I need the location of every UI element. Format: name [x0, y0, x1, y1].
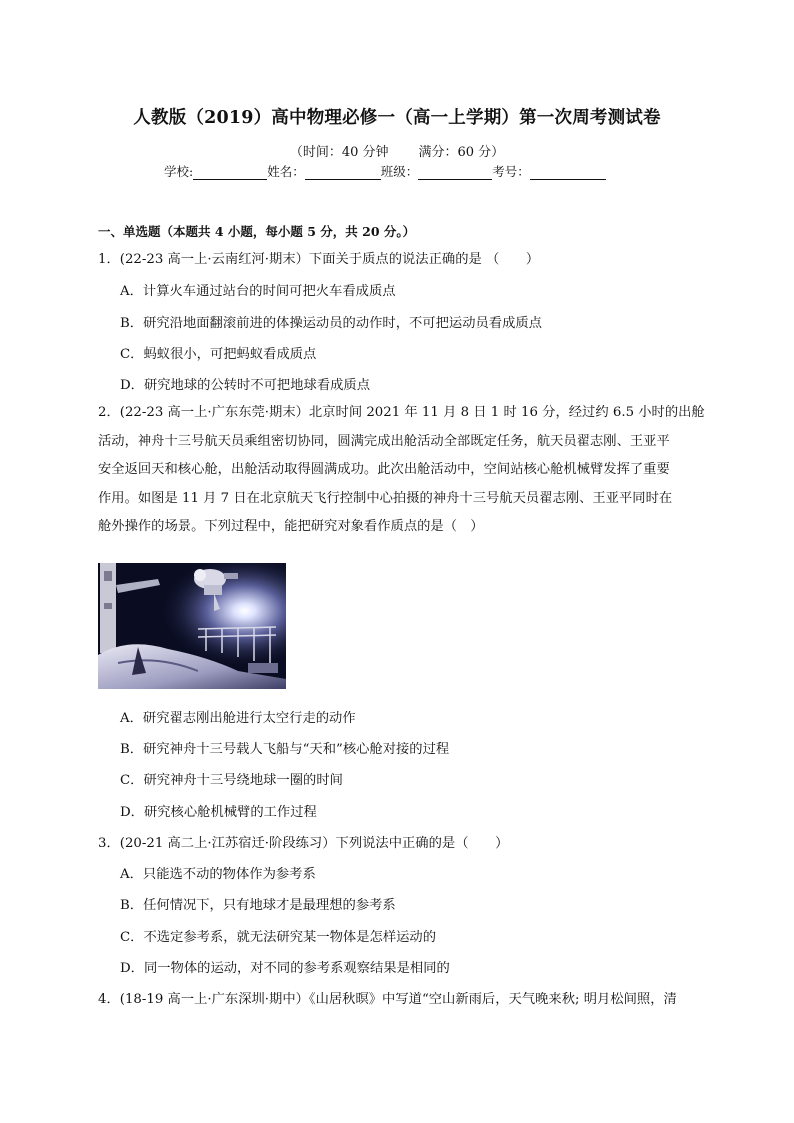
question-2-option-a: A．研究翟志刚出舱进行太空行走的动作	[120, 711, 356, 726]
question-3-option-a: A．只能选不动的物体作为参考系	[120, 867, 316, 882]
question-1-option-b: B．研究沿地面翻滚前进的体操运动员的动作时，不可把运动员看成质点	[120, 316, 542, 331]
question-1-option-c: C．蚂蚁很小，可把蚂蚁看成质点	[120, 347, 317, 362]
exam-title: 人教版（2019）高中物理必修一（高一上学期）第一次周考测试卷	[133, 108, 661, 128]
exam-time: （时间：40 分钟	[289, 145, 389, 160]
school-label: 学校:	[164, 164, 194, 179]
number-label: 考号：	[492, 164, 530, 179]
school-blank	[193, 167, 267, 180]
question-2-option-c: C．研究神舟十三号绕地球一圈的时间	[120, 773, 343, 788]
question-3-option-c: C．不选定参考系，就无法研究某一物体是怎样运动的	[120, 930, 437, 945]
question-2-line: 2．(22-23 高一上·广东东莞·期末）北京时间 2021 年 11 月 8 日 1 时 16 分，经过约 6.5 小时的出舱	[98, 405, 705, 420]
question-2-line: 安全返回天和核心舱，出舱活动取得圆满成功。此次出舱活动中，空间站核心舱机械臂发挥了重要	[98, 462, 670, 477]
number-blank	[530, 167, 606, 180]
question-2-line: 活动，神舟十三号航天员乘组密切协同，圆满完成出舱活动全部既定任务，航天员翟志刚、王亚平	[98, 433, 670, 449]
exam-full-score: 满分：60 分）	[418, 145, 505, 160]
name-label: 姓名：	[267, 164, 305, 179]
astronaut-spacewalk-photo	[98, 563, 286, 689]
question-1-option-a: A．计算火车通过站台的时间可把火车看成质点	[120, 284, 396, 299]
question-2-option-b: B．研究神舟十三号载人飞船与“天和”核心舱对接的过程	[120, 742, 450, 757]
class-label: 班级：	[380, 164, 419, 179]
spacewalk-illustration	[98, 563, 286, 689]
name-blank	[305, 167, 381, 180]
question-1-stem: 1．(22-23 高一上·云南红河·期末）下面关于质点的说法正确的是 （ ）	[98, 252, 540, 267]
question-2-stem	[98, 399, 705, 542]
student-info-row	[164, 162, 606, 180]
section-heading: 一、单选题（本题共 4 小题，每小题 5 分，共 20 分。）	[98, 224, 416, 239]
question-3-option-d: D．同一物体的运动，对不同的参考系观察结果是相同的	[120, 961, 450, 976]
question-2-line: 舱外操作的场景。下列过程中，能把研究对象看作质点的是（ ）	[98, 519, 484, 534]
question-2-line: 作用。如图是 11 月 7 日在北京航天飞行控制中心拍摄的神舟十三号航天员翟志刚、王亚平同时在	[98, 490, 673, 506]
question-3-option-b: B．任何情况下，只有地球才是最理想的参考系	[120, 898, 396, 913]
question-1-option-d: D．研究地球的公转时不可把地球看成质点	[120, 378, 371, 393]
question-3-stem: 3．(20-21 高二上·江苏宿迁·阶段练习）下列说法中正确的是（ ）	[98, 836, 509, 851]
question-2-option-d: D．研究核心舱机械臂的工作过程	[120, 805, 317, 820]
exam-subtitle	[0, 141, 794, 160]
question-4-stem: 4．(18-19 高一上·广东深圳·期中）《山居秋暝》中写道“空山新雨后，天气晚来秋; 明月松间照，清	[98, 992, 677, 1007]
class-blank	[418, 167, 492, 180]
